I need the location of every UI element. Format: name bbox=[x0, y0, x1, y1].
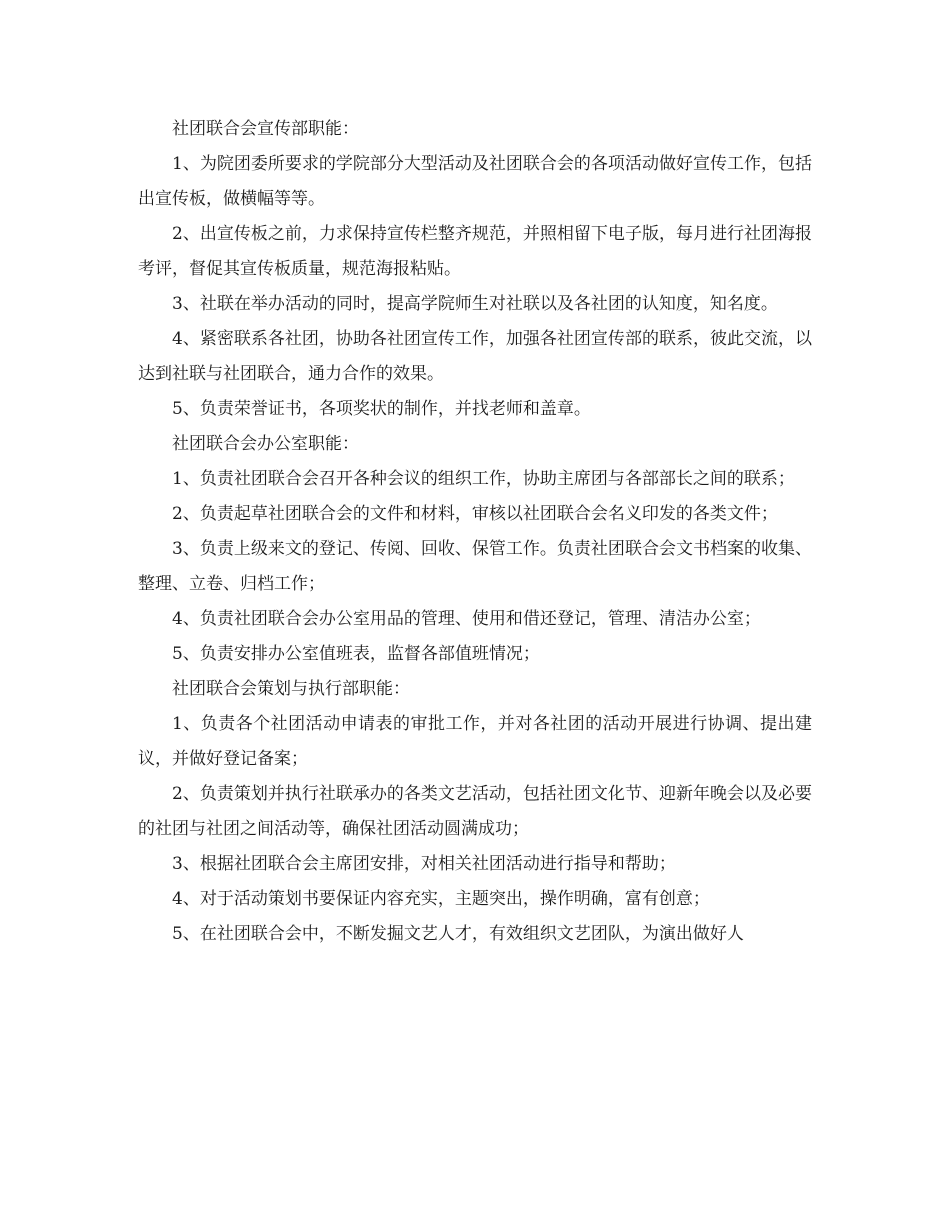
paragraph: 3、根据社团联合会主席团安排，对相关社团活动进行指导和帮助； bbox=[172, 854, 676, 874]
paragraph: 3、负责上级来文的登记、传阅、回收、保管工作。负责社团联合会文书档案的收集、整理、立卷、归档工作； bbox=[138, 539, 812, 594]
paragraph: 2、负责起草社团联合会的文件和材料，审核以社团联合会名义印发的各类文件； bbox=[172, 504, 778, 524]
paragraph: 2、出宣传板之前，力求保持宣传栏整齐规范，并照相留下电子版，每月进行社团海报考评，督促其宣传板质量，规范海报粘贴。 bbox=[138, 224, 812, 279]
paragraph: 5、负责荣誉证书，各项奖状的制作，并找老师和盖章。 bbox=[172, 399, 591, 419]
paragraph: 1、为院团委所要求的学院部分大型活动及社团联合会的各项活动做好宣传工作，包括出宣传板，做横幅等等。 bbox=[138, 154, 812, 209]
section-heading-planning: 社团联合会策划与执行部职能： bbox=[172, 679, 410, 699]
paragraph: 4、紧密联系各社团，协助各社团宣传工作，加强各社团宣传部的联系，彼此交流，以达到社联与社团联合，通力合作的效果。 bbox=[138, 329, 812, 384]
paragraph: 5、在社团联合会中，不断发掘文艺人才，有效组织文艺团队，为演出做好人 bbox=[172, 924, 744, 944]
section-heading-publicity: 社团联合会宣传部职能： bbox=[172, 119, 359, 139]
paragraph: 5、负责安排办公室值班表，监督各部值班情况； bbox=[172, 644, 540, 664]
paragraph: 4、对于活动策划书要保证内容充实，主题突出，操作明确，富有创意； bbox=[172, 889, 710, 909]
section-heading-office: 社团联合会办公室职能： bbox=[172, 434, 359, 454]
paragraph: 4、负责社团联合会办公室用品的管理、使用和借还登记，管理、清洁办公室； bbox=[172, 609, 761, 629]
paragraph: 1、负责社团联合会召开各种会议的组织工作，协助主席团与各部部长之间的联系； bbox=[172, 469, 795, 489]
paragraph: 3、社联在举办活动的同时，提高学院师生对社联以及各社团的认知度，知名度。 bbox=[172, 294, 778, 314]
paragraph: 1、负责各个社团活动申请表的审批工作，并对各社团的活动开展进行协调、提出建议，并做好登记备案； bbox=[138, 714, 812, 769]
document-body bbox=[138, 112, 812, 952]
paragraph: 2、负责策划并执行社联承办的各类文艺活动，包括社团文化节、迎新年晚会以及必要的社团与社团之间活动等，确保社团活动圆满成功； bbox=[138, 784, 812, 839]
